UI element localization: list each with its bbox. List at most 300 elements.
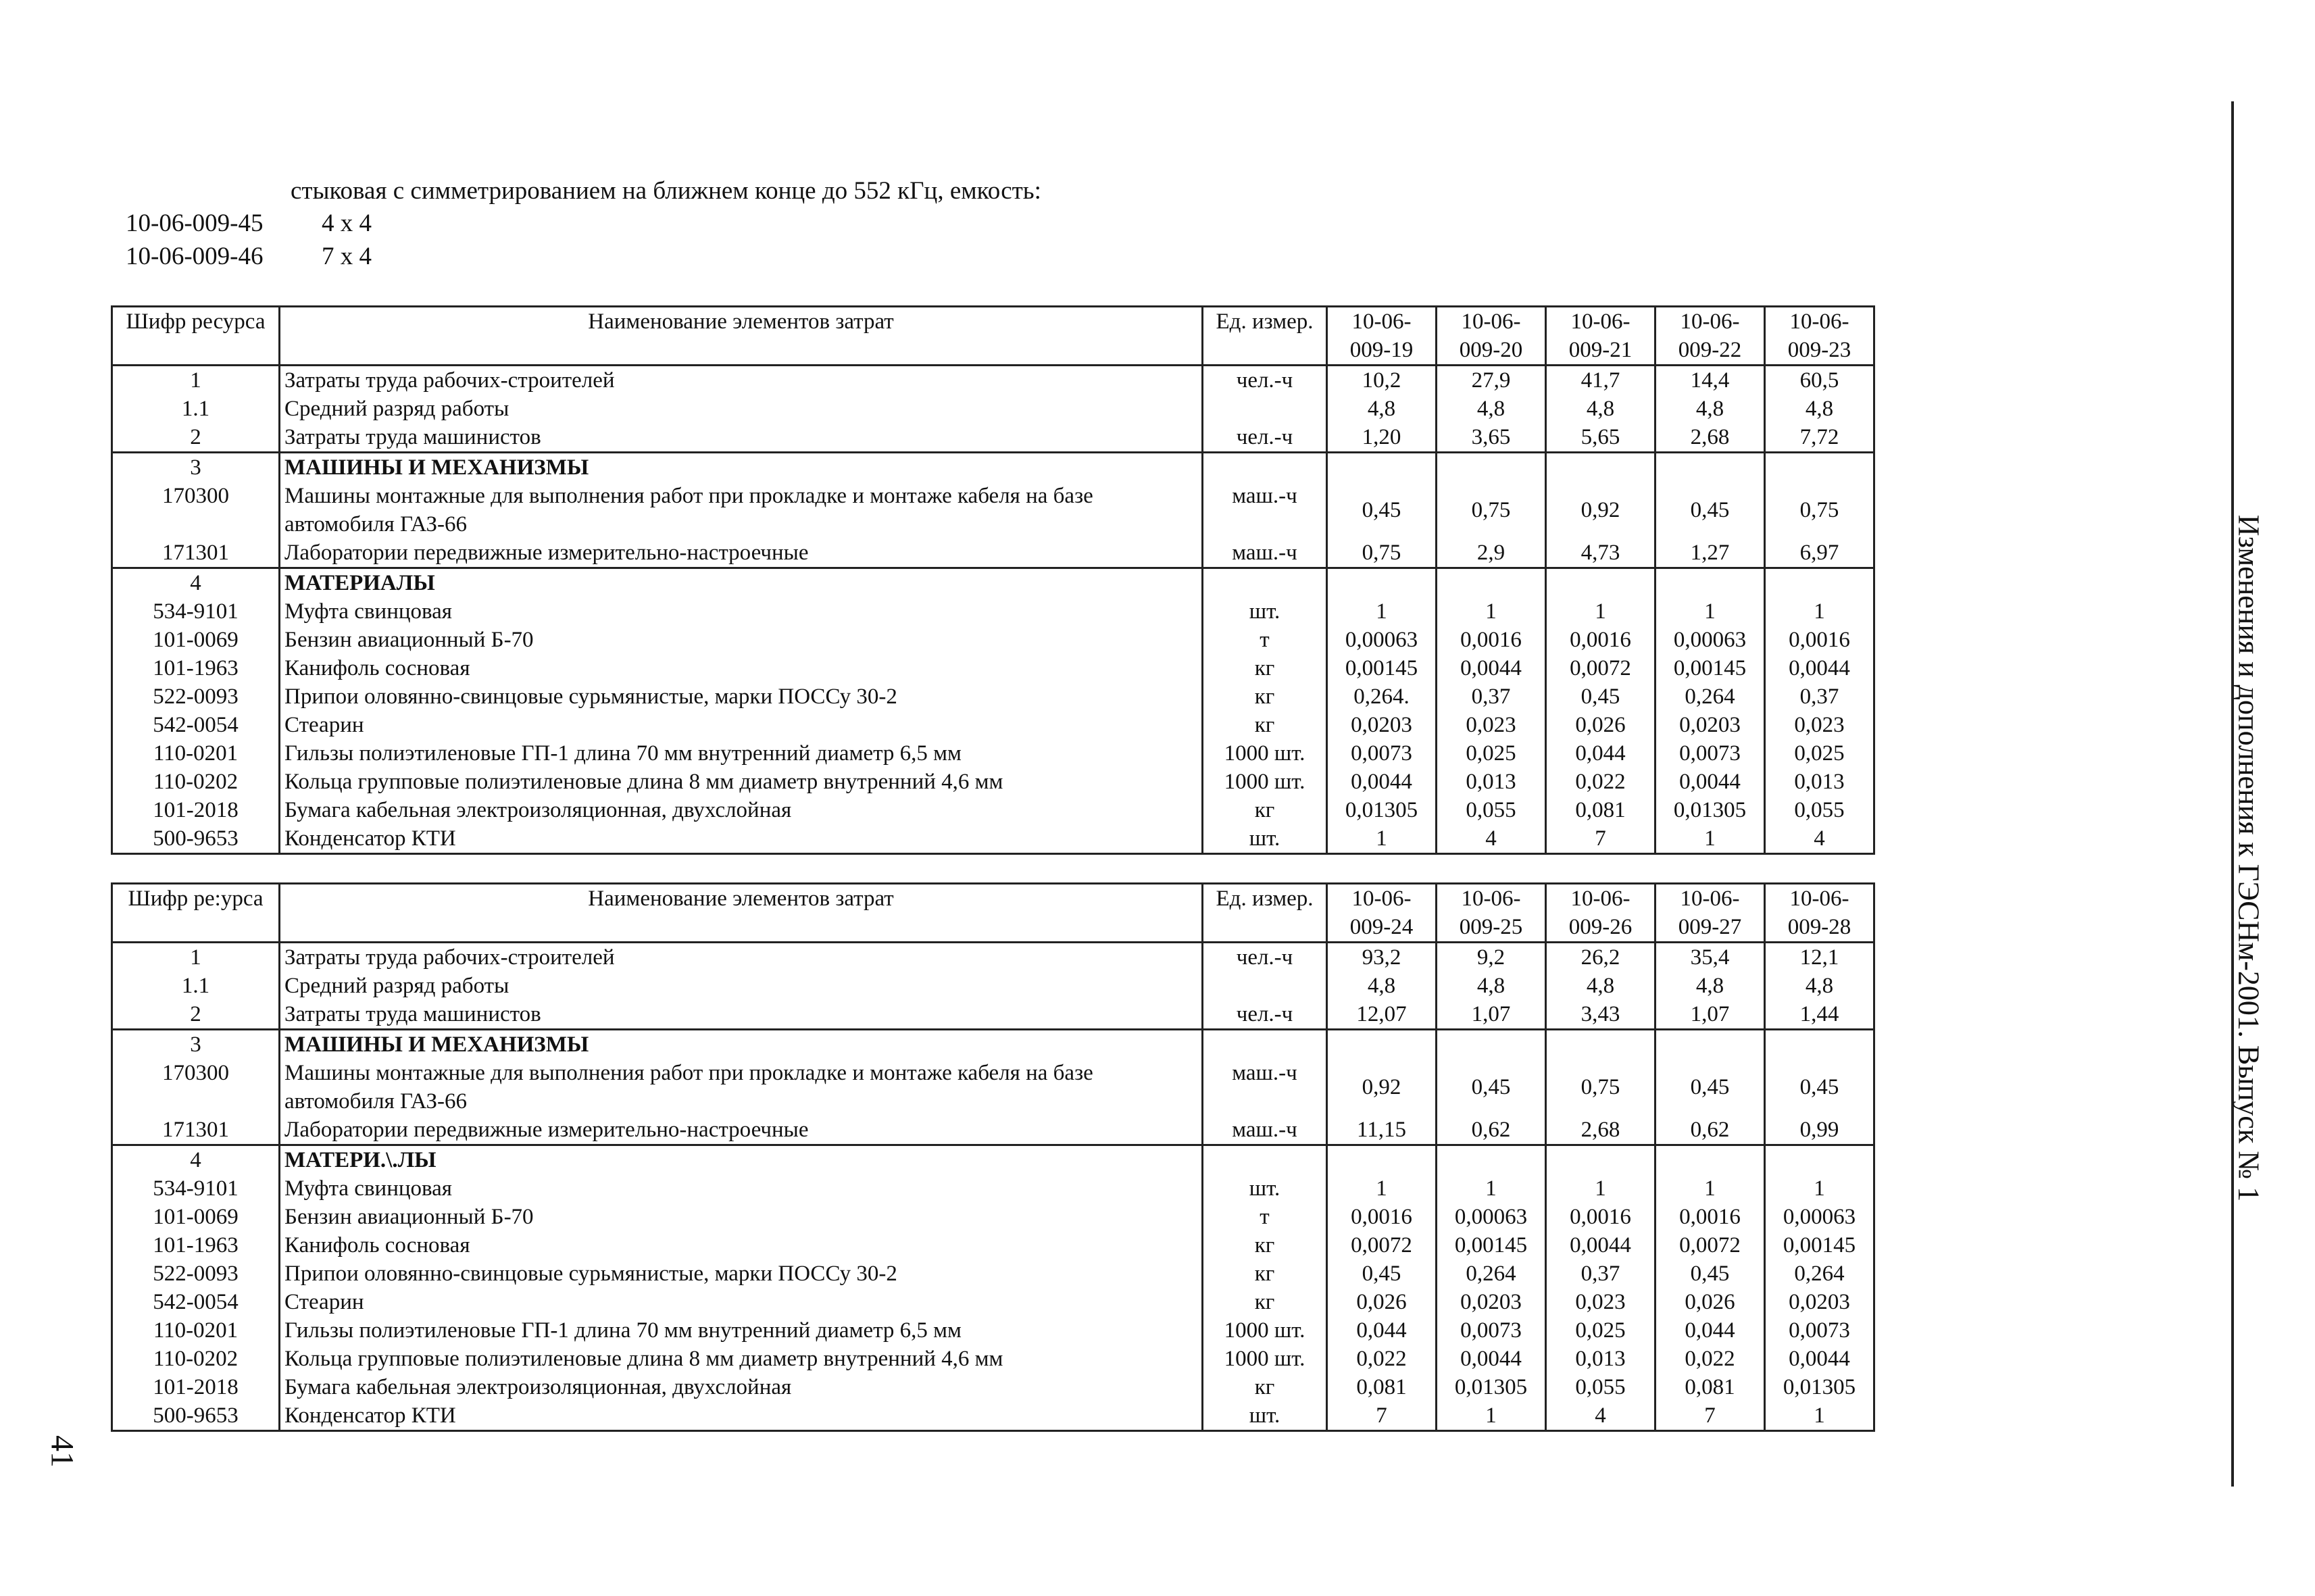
resource-value: 0,45 <box>1656 1059 1765 1116</box>
table-row <box>112 366 1874 395</box>
resource-value: 0,01305 <box>1765 1373 1874 1401</box>
resource-table-2 <box>111 882 1875 1432</box>
resource-name: Бумага кабельная электроизоляционная, двухслойная <box>280 1373 1203 1401</box>
resource-value: 11,15 <box>1327 1116 1437 1145</box>
resource-unit: т <box>1203 626 1327 654</box>
table-row <box>112 395 1874 423</box>
resource-value: 0,0016 <box>1437 626 1546 654</box>
resource-value <box>1656 1030 1765 1059</box>
resource-name: Припои оловянно-свинцовые сурьмянистые, марки ПОССу 30-2 <box>280 1260 1203 1288</box>
header-col: 10-06- 009-28 <box>1765 884 1874 943</box>
resource-value: 12,1 <box>1765 943 1874 972</box>
resource-value: 0,62 <box>1656 1116 1765 1145</box>
table-row <box>112 626 1874 654</box>
header-col: 10-06- 009-23 <box>1765 307 1874 366</box>
resource-value: 3,43 <box>1546 1000 1656 1030</box>
resource-value: 0,0073 <box>1437 1316 1546 1345</box>
resource-value: 0,00145 <box>1656 654 1765 682</box>
intro-text: стыковая с симметрированием на ближнем конце до 552 кГц, емкость: <box>291 177 1041 205</box>
header-col: 10-06- 009-21 <box>1546 307 1656 366</box>
resource-unit: 1000 шт. <box>1203 739 1327 768</box>
header-col: 10-06- 009-27 <box>1656 884 1765 943</box>
resource-value: 0,75 <box>1327 539 1437 568</box>
resource-name: Затраты труда машинистов <box>280 1000 1203 1030</box>
resource-value: 0,00063 <box>1656 626 1765 654</box>
resource-unit: 1000 шт. <box>1203 1316 1327 1345</box>
resource-unit: кг <box>1203 1260 1327 1288</box>
table-row <box>112 1401 1874 1431</box>
resource-value: 0,044 <box>1546 739 1656 768</box>
resource-value: 0,0203 <box>1765 1288 1874 1316</box>
resource-value: 0,0044 <box>1437 1345 1546 1373</box>
header-name: Наименование элементов затрат <box>280 307 1203 366</box>
resource-value: 0,62 <box>1437 1116 1546 1145</box>
resource-name: Затраты труда машинистов <box>280 423 1203 453</box>
header-col: 10-06- 009-22 <box>1656 307 1765 366</box>
resource-value: 2,9 <box>1437 539 1546 568</box>
table-row <box>112 423 1874 453</box>
resource-name: Лаборатории передвижные измерительно-настроечные <box>280 539 1203 568</box>
header-col: 10-06- 009-24 <box>1327 884 1437 943</box>
resource-name: Конденсатор КТИ <box>280 1401 1203 1431</box>
resource-value: 0,75 <box>1765 482 1874 539</box>
resource-value: 0,01305 <box>1327 796 1437 824</box>
resource-value: 0,026 <box>1327 1288 1437 1316</box>
resource-code: 101-0069 <box>112 1203 280 1231</box>
resource-value: 4,8 <box>1546 972 1656 1000</box>
resource-unit: 1000 шт. <box>1203 1345 1327 1373</box>
resource-value: 4,8 <box>1656 972 1765 1000</box>
resource-value: 1,44 <box>1765 1000 1874 1030</box>
resource-value: 14,4 <box>1656 366 1765 395</box>
header-unit: Ед. измер. <box>1203 307 1327 366</box>
resource-code: 1.1 <box>112 395 280 423</box>
resource-value: 0,264. <box>1327 682 1437 711</box>
resource-value: 0,025 <box>1437 739 1546 768</box>
resource-value <box>1765 568 1874 598</box>
resource-value: 0,0203 <box>1437 1288 1546 1316</box>
intro-code: 10-06-009-45 <box>126 209 264 237</box>
resource-value: 1 <box>1437 597 1546 626</box>
resource-code: 542-0054 <box>112 1288 280 1316</box>
resource-value: 0,264 <box>1437 1260 1546 1288</box>
resource-value: 4,8 <box>1437 395 1546 423</box>
table-row <box>112 654 1874 682</box>
resource-value: 0,0073 <box>1765 1316 1874 1345</box>
table-row <box>112 1373 1874 1401</box>
table-row <box>112 539 1874 568</box>
resource-value: 0,37 <box>1437 682 1546 711</box>
resource-value: 0,0016 <box>1765 626 1874 654</box>
resource-code: 170300 <box>112 1059 280 1116</box>
resource-value: 1,07 <box>1656 1000 1765 1030</box>
resource-name: Затраты труда рабочих-строителей <box>280 943 1203 972</box>
resource-value: 0,0044 <box>1765 654 1874 682</box>
resource-code: 4 <box>112 1145 280 1175</box>
resource-value: 0,45 <box>1656 482 1765 539</box>
resource-value: 0,00063 <box>1327 626 1437 654</box>
resource-value: 0,0044 <box>1327 768 1437 796</box>
resource-code: 1 <box>112 943 280 972</box>
resource-code: 500-9653 <box>112 824 280 854</box>
resource-table-1 <box>111 305 1875 855</box>
resource-code: 110-0202 <box>112 768 280 796</box>
resource-value: 0,01305 <box>1656 796 1765 824</box>
resource-unit <box>1203 972 1327 1000</box>
resource-value: 3,65 <box>1437 423 1546 453</box>
resource-unit: маш.-ч <box>1203 539 1327 568</box>
table-row <box>112 1288 1874 1316</box>
resource-value: 0,025 <box>1765 739 1874 768</box>
resource-value: 1 <box>1546 597 1656 626</box>
resource-name: Кольца групповые полиэтиленовые длина 8 мм диаметр внутренний 4,6 мм <box>280 1345 1203 1373</box>
resource-value: 0,055 <box>1765 796 1874 824</box>
resource-value <box>1546 453 1656 482</box>
resource-value: 0,081 <box>1546 796 1656 824</box>
resource-value: 0,023 <box>1765 711 1874 739</box>
resource-value: 0,0016 <box>1546 1203 1656 1231</box>
resource-value <box>1656 453 1765 482</box>
table-row <box>112 1231 1874 1260</box>
resource-name: МАТЕРИ.\.ЛЫ <box>280 1145 1203 1175</box>
resource-value: 0,45 <box>1327 482 1437 539</box>
resource-name: Средний разряд работы <box>280 972 1203 1000</box>
resource-name: Конденсатор КТИ <box>280 824 1203 854</box>
resource-value: 1 <box>1327 597 1437 626</box>
resource-value: 5,65 <box>1546 423 1656 453</box>
resource-name: Средний разряд работы <box>280 395 1203 423</box>
resource-value: 1,20 <box>1327 423 1437 453</box>
resource-unit: маш.-ч <box>1203 1059 1327 1116</box>
resource-unit: чел.-ч <box>1203 366 1327 395</box>
resource-value: 0,45 <box>1765 1059 1874 1116</box>
resource-value: 0,0044 <box>1656 768 1765 796</box>
resource-value: 2,68 <box>1656 423 1765 453</box>
resource-value: 0,025 <box>1546 1316 1656 1345</box>
resource-value <box>1546 568 1656 598</box>
table-row <box>112 453 1874 482</box>
resource-value: 0,0072 <box>1656 1231 1765 1260</box>
resource-value: 0,0203 <box>1327 711 1437 739</box>
resource-value <box>1765 453 1874 482</box>
resource-value: 4,8 <box>1327 395 1437 423</box>
resource-code: 101-1963 <box>112 1231 280 1260</box>
resource-unit: маш.-ч <box>1203 482 1327 539</box>
resource-value: 4 <box>1437 824 1546 854</box>
resource-code: 171301 <box>112 539 280 568</box>
resource-value: 4,8 <box>1437 972 1546 1000</box>
resource-code: 101-2018 <box>112 796 280 824</box>
resource-value: 0,0016 <box>1327 1203 1437 1231</box>
resource-code: 3 <box>112 453 280 482</box>
resource-code: 522-0093 <box>112 1260 280 1288</box>
resource-value: 0,022 <box>1656 1345 1765 1373</box>
resource-name: Бензин авиационный Б-70 <box>280 1203 1203 1231</box>
resource-unit: шт. <box>1203 824 1327 854</box>
resource-code: 1.1 <box>112 972 280 1000</box>
table-row <box>112 1059 1874 1116</box>
resource-value: 0,081 <box>1327 1373 1437 1401</box>
resource-value: 0,00145 <box>1437 1231 1546 1260</box>
resource-value: 1 <box>1765 1174 1874 1203</box>
table-row <box>112 1203 1874 1231</box>
header-col: 10-06- 009-19 <box>1327 307 1437 366</box>
resource-unit: чел.-ч <box>1203 1000 1327 1030</box>
resource-unit: чел.-ч <box>1203 423 1327 453</box>
resource-code: 110-0202 <box>112 1345 280 1373</box>
resource-value: 1,27 <box>1656 539 1765 568</box>
resource-value: 0,044 <box>1327 1316 1437 1345</box>
resource-name: Гильзы полиэтиленовые ГП-1 длина 70 мм внутренний диаметр 6,5 мм <box>280 1316 1203 1345</box>
resource-value <box>1437 1145 1546 1175</box>
resource-code: 110-0201 <box>112 739 280 768</box>
resource-unit: чел.-ч <box>1203 943 1327 972</box>
resource-name: МАТЕРИАЛЫ <box>280 568 1203 598</box>
resource-unit <box>1203 453 1327 482</box>
intro-code-row <box>126 209 372 238</box>
resource-value: 1 <box>1765 1401 1874 1431</box>
resource-value: 7 <box>1327 1401 1437 1431</box>
resource-value: 0,0203 <box>1656 711 1765 739</box>
resource-value: 0,0016 <box>1656 1203 1765 1231</box>
header-col: 10-06- 009-20 <box>1437 307 1546 366</box>
resource-value: 93,2 <box>1327 943 1437 972</box>
resource-value: 0,044 <box>1656 1316 1765 1345</box>
resource-value: 7 <box>1546 824 1656 854</box>
resource-value: 12,07 <box>1327 1000 1437 1030</box>
resource-code: 3 <box>112 1030 280 1059</box>
header-name: Наименование элементов затрат <box>280 884 1203 943</box>
resource-name: Муфта свинцовая <box>280 1174 1203 1203</box>
resource-value: 7,72 <box>1765 423 1874 453</box>
resource-value: 1 <box>1546 1174 1656 1203</box>
resource-value: 0,026 <box>1656 1288 1765 1316</box>
resource-value <box>1437 568 1546 598</box>
resource-value: 60,5 <box>1765 366 1874 395</box>
resource-value: 4,73 <box>1546 539 1656 568</box>
resource-value: 1 <box>1765 597 1874 626</box>
resource-value: 0,37 <box>1765 682 1874 711</box>
resource-unit: маш.-ч <box>1203 1116 1327 1145</box>
header-code: Шифр ресурса <box>112 307 280 366</box>
intro-code-row <box>126 242 372 271</box>
resource-name: Лаборатории передвижные измерительно-настроечные <box>280 1116 1203 1145</box>
resource-value: 0,0016 <box>1546 626 1656 654</box>
resource-value: 0,0072 <box>1327 1231 1437 1260</box>
header-col: 10-06- 009-26 <box>1546 884 1656 943</box>
resource-value: 1 <box>1327 824 1437 854</box>
resource-value <box>1656 1145 1765 1175</box>
resource-code: 170300 <box>112 482 280 539</box>
resource-value: 0,0073 <box>1327 739 1437 768</box>
resource-value: 7 <box>1656 1401 1765 1431</box>
resource-value <box>1437 453 1546 482</box>
resource-value: 10,2 <box>1327 366 1437 395</box>
resource-name: Машины монтажные для выполнения работ при прокладке и монтаже кабеля на базе автомобиля ГАЗ-66 <box>280 482 1203 539</box>
resource-code: 500-9653 <box>112 1401 280 1431</box>
intro-capacity: 4 х 4 <box>322 209 372 237</box>
resource-name: Кольца групповые полиэтиленовые длина 8 мм диаметр внутренний 4,6 мм <box>280 768 1203 796</box>
resource-name: МАШИНЫ И МЕХАНИЗМЫ <box>280 1030 1203 1059</box>
table-row <box>112 682 1874 711</box>
table-row <box>112 1145 1874 1175</box>
table-row <box>112 768 1874 796</box>
resource-value: 0,99 <box>1765 1116 1874 1145</box>
resource-value: 0,0044 <box>1437 654 1546 682</box>
resource-value: 4 <box>1546 1401 1656 1431</box>
resource-value: 0,026 <box>1546 711 1656 739</box>
resource-value: 0,00063 <box>1437 1203 1546 1231</box>
table-row <box>112 1260 1874 1288</box>
header-unit: Ед. измер. <box>1203 884 1327 943</box>
resource-unit: 1000 шт. <box>1203 768 1327 796</box>
resource-value: 0,00063 <box>1765 1203 1874 1231</box>
resource-unit: шт. <box>1203 597 1327 626</box>
resource-code: 1 <box>112 366 280 395</box>
resource-value: 0,45 <box>1437 1059 1546 1116</box>
resource-code: 101-1963 <box>112 654 280 682</box>
resource-value: 0,022 <box>1546 768 1656 796</box>
resource-unit: шт. <box>1203 1174 1327 1203</box>
resource-unit <box>1203 568 1327 598</box>
resource-value: 35,4 <box>1656 943 1765 972</box>
resource-value: 0,023 <box>1437 711 1546 739</box>
resource-code: 4 <box>112 568 280 598</box>
resource-unit: кг <box>1203 711 1327 739</box>
table-row <box>112 1116 1874 1145</box>
resource-value: 0,01305 <box>1437 1373 1546 1401</box>
resource-value: 0,00145 <box>1765 1231 1874 1260</box>
table-row <box>112 482 1874 539</box>
resource-value: 4,8 <box>1765 395 1874 423</box>
resource-name: Муфта свинцовая <box>280 597 1203 626</box>
resource-value: 0,45 <box>1546 682 1656 711</box>
resource-code: 534-9101 <box>112 597 280 626</box>
resource-value: 4,8 <box>1327 972 1437 1000</box>
resource-unit: кг <box>1203 654 1327 682</box>
resource-value: 0,013 <box>1546 1345 1656 1373</box>
intro-code: 10-06-009-46 <box>126 243 264 270</box>
table-row <box>112 1174 1874 1203</box>
table-row <box>112 711 1874 739</box>
resource-value: 0,92 <box>1546 482 1656 539</box>
table-row <box>112 597 1874 626</box>
resource-unit <box>1203 395 1327 423</box>
resource-value <box>1765 1145 1874 1175</box>
table-row <box>112 1030 1874 1059</box>
resource-code: 2 <box>112 1000 280 1030</box>
table-row <box>112 1316 1874 1345</box>
resource-value: 4,8 <box>1656 395 1765 423</box>
resource-name: Стеарин <box>280 1288 1203 1316</box>
resource-value: 0,023 <box>1546 1288 1656 1316</box>
resource-value <box>1765 1030 1874 1059</box>
resource-code: 101-0069 <box>112 626 280 654</box>
table-row <box>112 943 1874 972</box>
resource-value: 4,8 <box>1546 395 1656 423</box>
resource-value <box>1327 568 1437 598</box>
resource-code: 522-0093 <box>112 682 280 711</box>
resource-value: 0,45 <box>1327 1260 1437 1288</box>
resource-name: Припои оловянно-свинцовые сурьмянистые, марки ПОССу 30-2 <box>280 682 1203 711</box>
table-row <box>112 796 1874 824</box>
table-row <box>112 972 1874 1000</box>
table-row <box>112 1345 1874 1373</box>
resource-name: Бензин авиационный Б-70 <box>280 626 1203 654</box>
resource-code: 534-9101 <box>112 1174 280 1203</box>
resource-value: 4,8 <box>1765 972 1874 1000</box>
resource-value: 0,0073 <box>1656 739 1765 768</box>
header-code: Шифр ре:урса <box>112 884 280 943</box>
running-title: Изменения и дополнения к ГЭСНм-2001. Выпуск № 1 <box>2232 514 2266 1202</box>
resource-value: 0,00145 <box>1327 654 1437 682</box>
resource-value: 4 <box>1765 824 1874 854</box>
resource-value: 0,013 <box>1765 768 1874 796</box>
resource-unit: шт. <box>1203 1401 1327 1431</box>
resource-value: 0,013 <box>1437 768 1546 796</box>
table-row <box>112 824 1874 854</box>
resource-value: 0,081 <box>1656 1373 1765 1401</box>
resource-value <box>1327 453 1437 482</box>
resource-value: 1 <box>1656 597 1765 626</box>
resource-value <box>1546 1145 1656 1175</box>
resource-unit <box>1203 1030 1327 1059</box>
resource-name: Бумага кабельная электроизоляционная, двухслойная <box>280 796 1203 824</box>
resource-code: 542-0054 <box>112 711 280 739</box>
table-row <box>112 1000 1874 1030</box>
resource-value <box>1327 1145 1437 1175</box>
resource-value: 2,68 <box>1546 1116 1656 1145</box>
intro-capacity: 7 х 4 <box>322 243 372 270</box>
resource-value <box>1656 568 1765 598</box>
page-number: 41 <box>44 1435 80 1468</box>
resource-value: 0,75 <box>1546 1059 1656 1116</box>
resource-value: 0,055 <box>1437 796 1546 824</box>
resource-unit: кг <box>1203 796 1327 824</box>
resource-value <box>1327 1030 1437 1059</box>
resource-value: 6,97 <box>1765 539 1874 568</box>
resource-name: Канифоль сосновая <box>280 654 1203 682</box>
resource-value: 0,264 <box>1765 1260 1874 1288</box>
resource-value: 27,9 <box>1437 366 1546 395</box>
table-row <box>112 739 1874 768</box>
resource-name: Стеарин <box>280 711 1203 739</box>
resource-unit <box>1203 1145 1327 1175</box>
resource-code: 101-2018 <box>112 1373 280 1401</box>
resource-name: Машины монтажные для выполнения работ при прокладке и монтаже кабеля на базе автомобиля ГАЗ-66 <box>280 1059 1203 1116</box>
resource-value: 26,2 <box>1546 943 1656 972</box>
resource-name: Затраты труда рабочих-строителей <box>280 366 1203 395</box>
resource-value: 0,264 <box>1656 682 1765 711</box>
resource-name: Гильзы полиэтиленовые ГП-1 длина 70 мм внутренний диаметр 6,5 мм <box>280 739 1203 768</box>
resource-value: 1 <box>1656 1174 1765 1203</box>
resource-value: 1 <box>1437 1401 1546 1431</box>
resource-value <box>1546 1030 1656 1059</box>
resource-unit: кг <box>1203 682 1327 711</box>
resource-code: 2 <box>112 423 280 453</box>
resource-value: 0,055 <box>1546 1373 1656 1401</box>
resource-code: 171301 <box>112 1116 280 1145</box>
resource-value: 1 <box>1327 1174 1437 1203</box>
resource-value: 41,7 <box>1546 366 1656 395</box>
resource-value <box>1437 1030 1546 1059</box>
resource-code: 110-0201 <box>112 1316 280 1345</box>
resource-unit: кг <box>1203 1288 1327 1316</box>
resource-unit: т <box>1203 1203 1327 1231</box>
resource-value: 0,37 <box>1546 1260 1656 1288</box>
resource-value: 0,92 <box>1327 1059 1437 1116</box>
resource-name: Канифоль сосновая <box>280 1231 1203 1260</box>
